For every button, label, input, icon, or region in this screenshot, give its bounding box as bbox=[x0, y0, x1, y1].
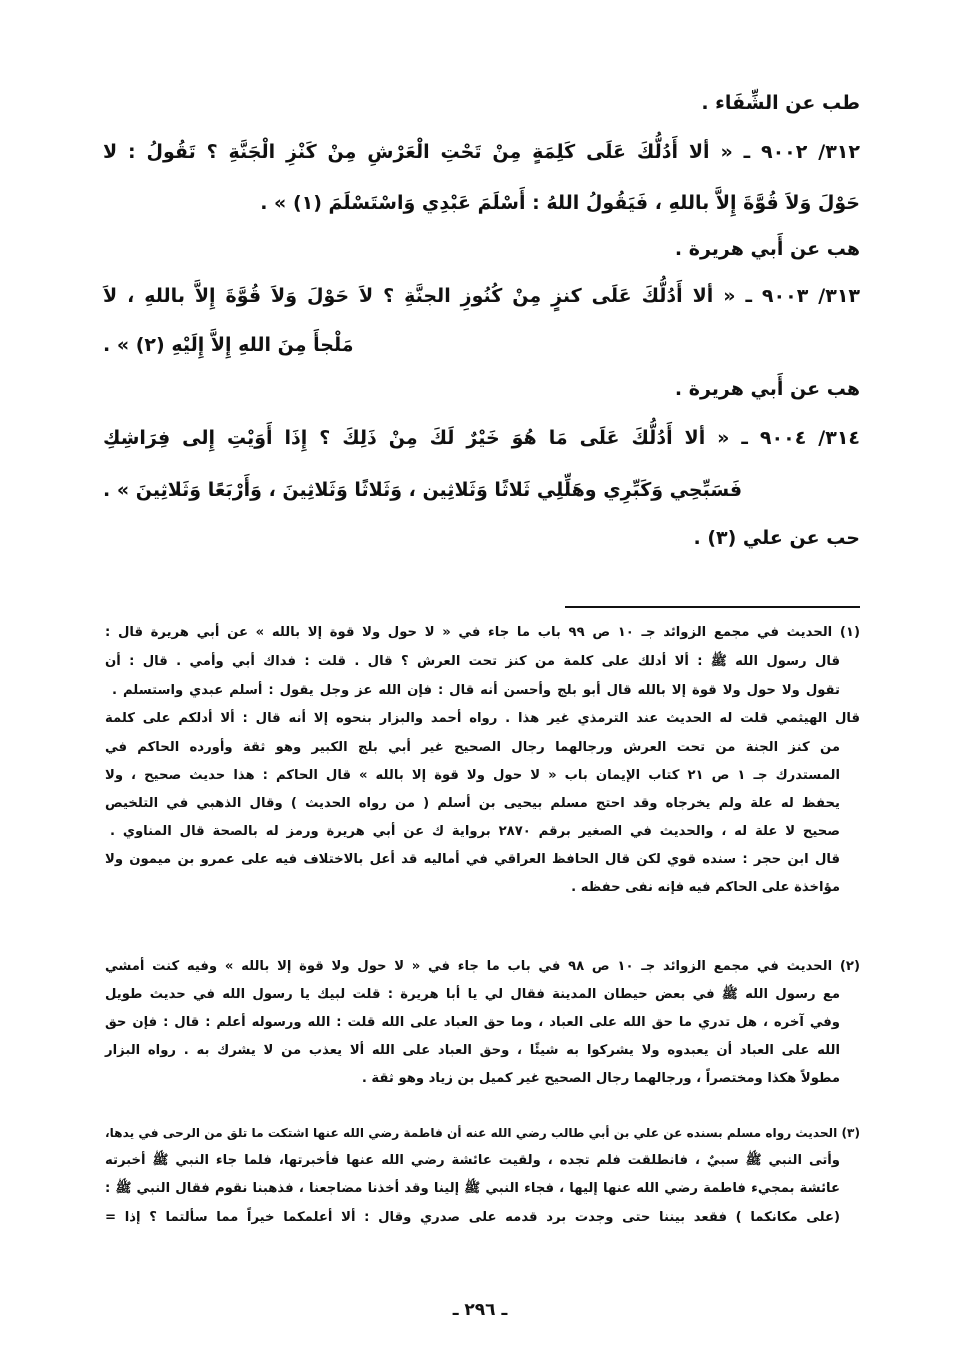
footnote-line: (٢) الحديث في مجمع الزوائد جـ ١٠ ص ٩٨ في باب ما جاء في « لا حول ولا قوة إلا بالله » وفيه كنت أمشي bbox=[105, 959, 860, 974]
footnote-line: يحفظ له علة ولم يخرجاه وقد احتج مسلم بيحيى بن أسلم ( من رواه الحديث ) وقال الذهبي في التلخيص bbox=[105, 796, 840, 811]
footnote-separator bbox=[565, 606, 860, 608]
footnote-line: قال الهيثمي قلت له الحديث عند الترمذي غير هذا . رواه أحمد والبزار بنحوه إلا أنه قال : ألا أدلكم على كلمة bbox=[105, 711, 860, 726]
hadith-9002-line-2: حَوْلَ وَلاَ قُوَّةَ إِلاَّ باللهِ ، فَيَقُولُ اللهُ : أَسْلَمَ عَبْدِي وَاسْتَسْلَمَ (١) » . bbox=[260, 192, 860, 214]
source-line: طب عن الشِّفَاء . bbox=[701, 92, 860, 114]
source-line: هب عن أَبي هريرة . bbox=[674, 378, 860, 400]
footnote-line: قال ابن حجر : سنده قوي لكن قال الحافظ العراقي في أماليه قد أعل بالاختلاف فيه على عمرو بن ميمون ولا bbox=[105, 852, 840, 867]
footnote-line: مطولاً هكذا ومختصراً ، ورجالهما رجال الصحيح غير كميل بن زياد وهو ثقة . bbox=[361, 1071, 840, 1086]
hadith-9003-line-2: مَلْجأَ مِنَ اللهِ إِلاَّ إِلَيْهِ (٢) » . bbox=[103, 334, 354, 356]
source-line: حب عن علي (٣) . bbox=[693, 527, 860, 549]
footnote-line: (٣) الحديث رواه مسلم بسنده عن علي بن أبي طالب رضي الله عنه أن فاطمة رضي الله عنها اشتكت ما تلق من الرحى في يدها، bbox=[105, 1126, 860, 1140]
footnote-line: تقول ولا حول ولا قوة إلا بالله قال أبو بلج وأحسن أنه قال : فإن الله عز وجل يقول : أسلم عبدي واستسلم . bbox=[112, 683, 840, 698]
hadith-9002-line-1: ٣١٢/ ٩٠٠٢ ـ « ألا أَدُلُّكَ عَلَى كَلِمَةٍ مِنْ تَحْتِ الْعَرْشِ مِنْ كَنْزِ الْجَنَّةِ ؟ تَقُولُ : لا bbox=[103, 141, 860, 163]
footnote-line: المستدرك جـ ١ ص ٢١ كتاب الإيمان باب « لا حول ولا قوة إلا بالله » قال الحاكم : هذا حديث صحيح ، ولا bbox=[105, 768, 840, 783]
footnote-line: (١) الحديث في مجمع الزوائد جـ ١٠ ص ٩٩ باب ما جاء في « لا حول ولا قوة إلا بالله » عن أبي هريرة قال : bbox=[105, 625, 860, 640]
footnote-line: مع رسول الله ﷺ في بعض حيطان المدينة فقال لي يا أبا هريرة : قلت لبيك يا رسول الله في حديث طويل bbox=[105, 987, 840, 1002]
page-number: ـ ٢٩٦ ـ bbox=[452, 1300, 508, 1320]
footnote-line: مؤاخذة على الحاكم فيه فإنه نفى حفظه . bbox=[571, 880, 840, 895]
footnote-line: قال رسول الله ﷺ : ألا أدلك على كلمة من كنز تحت العرش ؟ قال . قلت : فداك أبي وأمي . قال : أن bbox=[105, 654, 840, 669]
footnote-line: الله على العباد أن يعبدوه ولا يشركوا به شيئًا ، وحق العباد على الله ألا يعذب من لا يشرك به . رواه البزار bbox=[105, 1043, 840, 1058]
source-line: هب عن أَبي هريرة . bbox=[674, 238, 860, 260]
footnote-line: (على مكانكما ) فقعد بيننا حتى وجدت برد قدمه على صدري وقال : ألا أعلمكما خيراً مما سألتما ؟ إذا = bbox=[105, 1210, 840, 1225]
footnote-line: وأتى النبي ﷺ سبيٌ ، فانطلقت فلم تجده ، ولقيت عائشة رضي الله عنها فأخبرتها، فلما جاء النبي ﷺ أخبرته bbox=[105, 1153, 840, 1168]
hadith-9004-line-1: ٣١٤/ ٩٠٠٤ ـ « ألا أَدُلُّكَ عَلَى مَا هُوَ خَيْرٌ لَكَ مِنْ ذَلِكَ ؟ إِذَا أَوَيْتِ إِلى فِرَاشِكِ bbox=[103, 427, 861, 449]
footnote-line: من كنز الجنة من تحت العرش ورجالهما رجال الصحيح غير أبي بلج الكبير وهو ثقة وأورده الحاكم في bbox=[105, 740, 840, 755]
footnote-line: عائشة بمجيء فاطمة رضي الله عنها إليها ، فجاء النبي ﷺ إلينا وقد أخذنا مضاجعنا ، فذهبنا نقوم فقال النبي ﷺ : bbox=[105, 1181, 840, 1196]
hadith-9003-line-1: ٣١٣/ ٩٠٠٣ ـ « ألا أَدُلُّكَ عَلَى كنزٍ مِنْ كُنُوزِ الجنَّةِ ؟ لاَ حَوْلَ وَلاَ قُوَّةَ إِلاَّ باللهِ ، لاَ bbox=[103, 285, 861, 307]
footnote-line: صحيح لا علة له ، والحديث في الصغير برقم ٢٨٧٠ برواية ك عن أبي هريرة ورمز له بالصحة قال المناوي . bbox=[110, 824, 840, 839]
footnote-line: وفي آخره ، هل تدري ما حق الله على العباد ، وما حق العباد على الله قلت : الله ورسوله أعلم : قال : فإن حق bbox=[105, 1015, 840, 1030]
hadith-9004-line-2: فَسَبِّحِي وَكَبِّرِي وهَلِّلِي ثَلاثًا وَثَلاثِين ، وَثَلاثًا وَثَلاثِينَ ، وَأَرْبَعًا وَثَلاثِينَ » . bbox=[103, 479, 743, 501]
